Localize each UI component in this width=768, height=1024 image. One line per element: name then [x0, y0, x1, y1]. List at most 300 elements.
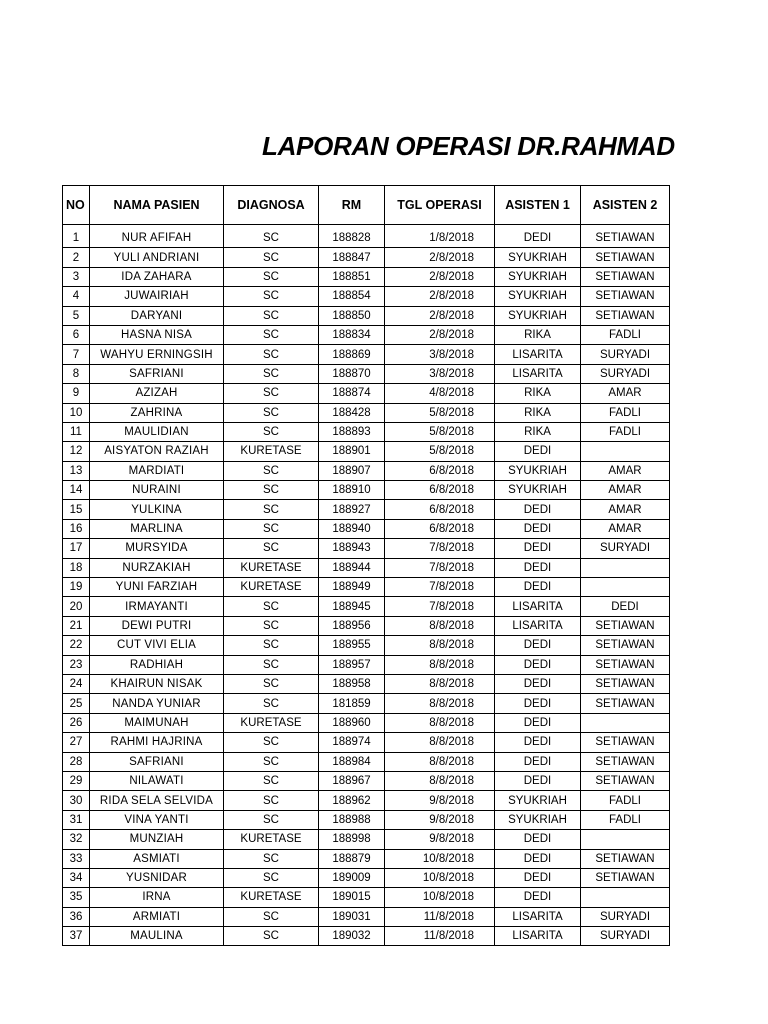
diagnosis: SC — [224, 364, 319, 383]
assistant-1: RIKA — [495, 422, 581, 441]
patient-name: NILAWATI — [90, 771, 224, 790]
medical-record-number: 188869 — [319, 345, 385, 364]
medical-record-number: 189031 — [319, 907, 385, 926]
assistant-1: DEDI — [495, 771, 581, 790]
assistant-2 — [581, 713, 670, 732]
diagnosis: SC — [224, 733, 319, 752]
assistant-2: SURYADI — [581, 927, 670, 946]
patient-name: SAFRIANI — [90, 752, 224, 771]
operation-date: 2/8/2018 — [385, 306, 495, 325]
row-no: 22 — [63, 636, 90, 655]
operation-date: 8/8/2018 — [385, 733, 495, 752]
operation-date: 11/8/2018 — [385, 907, 495, 926]
row-no: 32 — [63, 830, 90, 849]
diagnosis: SC — [224, 849, 319, 868]
table-row — [63, 325, 670, 344]
assistant-1: DEDI — [495, 752, 581, 771]
operation-date: 2/8/2018 — [385, 287, 495, 306]
table-row — [63, 403, 670, 422]
patient-name: RADHIAH — [90, 655, 224, 674]
assistant-2: FADLI — [581, 325, 670, 344]
operation-date: 10/8/2018 — [385, 849, 495, 868]
assistant-1: DEDI — [495, 830, 581, 849]
medical-record-number: 188847 — [319, 248, 385, 267]
diagnosis: SC — [224, 267, 319, 286]
diagnosis: SC — [224, 694, 319, 713]
patient-name: NANDA YUNIAR — [90, 694, 224, 713]
row-no: 17 — [63, 539, 90, 558]
operation-date: 8/8/2018 — [385, 752, 495, 771]
assistant-1: DEDI — [495, 558, 581, 577]
assistant-2: SETIAWAN — [581, 306, 670, 325]
medical-record-number: 188901 — [319, 442, 385, 461]
assistant-2: AMAR — [581, 481, 670, 500]
patient-name: MURSYIDA — [90, 539, 224, 558]
table-row — [63, 849, 670, 868]
table-row — [63, 442, 670, 461]
table-row — [63, 306, 670, 325]
row-no: 19 — [63, 578, 90, 597]
row-no: 3 — [63, 267, 90, 286]
assistant-2: AMAR — [581, 384, 670, 403]
diagnosis: SC — [224, 306, 319, 325]
table-row — [63, 616, 670, 635]
operation-date: 5/8/2018 — [385, 403, 495, 422]
row-no: 15 — [63, 500, 90, 519]
patient-name: RIDA SELA SELVIDA — [90, 791, 224, 810]
column-header-asisten-1: ASISTEN 1 — [495, 186, 581, 225]
assistant-2: SETIAWAN — [581, 655, 670, 674]
assistant-2: FADLI — [581, 810, 670, 829]
operation-date: 8/8/2018 — [385, 636, 495, 655]
operation-date: 8/8/2018 — [385, 674, 495, 693]
patient-name: CUT VIVI ELIA — [90, 636, 224, 655]
column-header-nama-pasien: NAMA PASIEN — [90, 186, 224, 225]
diagnosis: SC — [224, 422, 319, 441]
diagnosis: SC — [224, 810, 319, 829]
column-header-rm: RM — [319, 186, 385, 225]
assistant-2: FADLI — [581, 403, 670, 422]
row-no: 4 — [63, 287, 90, 306]
assistant-1: LISARITA — [495, 927, 581, 946]
table-row — [63, 733, 670, 752]
operation-date: 6/8/2018 — [385, 519, 495, 538]
patient-name: YUSNIDAR — [90, 868, 224, 887]
patient-name: MARDIATI — [90, 461, 224, 480]
row-no: 11 — [63, 422, 90, 441]
table-row — [63, 713, 670, 732]
operation-date: 3/8/2018 — [385, 364, 495, 383]
table-row — [63, 461, 670, 480]
row-no: 27 — [63, 733, 90, 752]
table-row — [63, 752, 670, 771]
assistant-2: FADLI — [581, 422, 670, 441]
operation-date: 8/8/2018 — [385, 616, 495, 635]
table-row — [63, 422, 670, 441]
assistant-2: SURYADI — [581, 907, 670, 926]
assistant-1: DEDI — [495, 713, 581, 732]
assistant-1: DEDI — [495, 733, 581, 752]
assistant-1: LISARITA — [495, 364, 581, 383]
row-no: 13 — [63, 461, 90, 480]
row-no: 29 — [63, 771, 90, 790]
table-row — [63, 384, 670, 403]
assistant-1: LISARITA — [495, 345, 581, 364]
patient-name: DEWI PUTRI — [90, 616, 224, 635]
row-no: 7 — [63, 345, 90, 364]
assistant-1: LISARITA — [495, 597, 581, 616]
assistant-1: DEDI — [495, 539, 581, 558]
diagnosis: SC — [224, 771, 319, 790]
operation-date: 11/8/2018 — [385, 927, 495, 946]
patient-name: WAHYU ERNINGSIH — [90, 345, 224, 364]
medical-record-number: 188428 — [319, 403, 385, 422]
assistant-2: SETIAWAN — [581, 849, 670, 868]
assistant-1: SYUKRIAH — [495, 267, 581, 286]
operation-date: 9/8/2018 — [385, 791, 495, 810]
medical-record-number: 188958 — [319, 674, 385, 693]
row-no: 6 — [63, 325, 90, 344]
patient-name: AZIZAH — [90, 384, 224, 403]
medical-record-number: 188974 — [319, 733, 385, 752]
row-no: 21 — [63, 616, 90, 635]
assistant-2: FADLI — [581, 791, 670, 810]
assistant-2: SETIAWAN — [581, 752, 670, 771]
diagnosis: SC — [224, 927, 319, 946]
patient-name: MAULINA — [90, 927, 224, 946]
diagnosis: KURETASE — [224, 830, 319, 849]
diagnosis: SC — [224, 384, 319, 403]
assistant-1: DEDI — [495, 868, 581, 887]
table-row — [63, 597, 670, 616]
medical-record-number: 188984 — [319, 752, 385, 771]
row-no: 10 — [63, 403, 90, 422]
assistant-1: DEDI — [495, 655, 581, 674]
operation-date: 7/8/2018 — [385, 558, 495, 577]
operation-date: 2/8/2018 — [385, 267, 495, 286]
diagnosis: SC — [224, 636, 319, 655]
medical-record-number: 188874 — [319, 384, 385, 403]
assistant-2: SETIAWAN — [581, 287, 670, 306]
patient-name: ARMIATI — [90, 907, 224, 926]
diagnosis: KURETASE — [224, 558, 319, 577]
patient-name: ZAHRINA — [90, 403, 224, 422]
medical-record-number: 188940 — [319, 519, 385, 538]
medical-record-number: 188998 — [319, 830, 385, 849]
diagnosis: SC — [224, 674, 319, 693]
assistant-2: SETIAWAN — [581, 674, 670, 693]
operation-date: 9/8/2018 — [385, 810, 495, 829]
patient-name: YULI ANDRIANI — [90, 248, 224, 267]
patient-name: VINA YANTI — [90, 810, 224, 829]
operation-date: 2/8/2018 — [385, 248, 495, 267]
assistant-1: RIKA — [495, 325, 581, 344]
row-no: 12 — [63, 442, 90, 461]
patient-name: NURAINI — [90, 481, 224, 500]
table-row — [63, 771, 670, 790]
table-row — [63, 578, 670, 597]
medical-record-number: 188967 — [319, 771, 385, 790]
medical-record-number: 188851 — [319, 267, 385, 286]
table-row — [63, 558, 670, 577]
medical-record-number: 188910 — [319, 481, 385, 500]
assistant-1: LISARITA — [495, 907, 581, 926]
assistant-1: DEDI — [495, 674, 581, 693]
table-row — [63, 907, 670, 926]
assistant-1: DEDI — [495, 578, 581, 597]
diagnosis: SC — [224, 616, 319, 635]
assistant-1: RIKA — [495, 384, 581, 403]
row-no: 30 — [63, 791, 90, 810]
medical-record-number: 181859 — [319, 694, 385, 713]
operation-date: 3/8/2018 — [385, 345, 495, 364]
table-row — [63, 345, 670, 364]
table-row — [63, 500, 670, 519]
diagnosis: SC — [224, 461, 319, 480]
row-no: 37 — [63, 927, 90, 946]
table-row — [63, 519, 670, 538]
assistant-2: SURYADI — [581, 345, 670, 364]
patient-name: NURZAKIAH — [90, 558, 224, 577]
patient-name: IRMAYANTI — [90, 597, 224, 616]
diagnosis: SC — [224, 248, 319, 267]
diagnosis: SC — [224, 345, 319, 364]
table-row — [63, 868, 670, 887]
medical-record-number: 188828 — [319, 229, 385, 248]
diagnosis: KURETASE — [224, 442, 319, 461]
column-header-tgl-operasi: TGL OPERASI — [385, 186, 495, 225]
row-no: 9 — [63, 384, 90, 403]
medical-record-number: 188960 — [319, 713, 385, 732]
assistant-1: SYUKRIAH — [495, 287, 581, 306]
assistant-1: DEDI — [495, 442, 581, 461]
operation-date: 5/8/2018 — [385, 442, 495, 461]
medical-record-number: 188944 — [319, 558, 385, 577]
row-no: 36 — [63, 907, 90, 926]
diagnosis: SC — [224, 655, 319, 674]
operation-date: 6/8/2018 — [385, 500, 495, 519]
table-row — [63, 636, 670, 655]
diagnosis: KURETASE — [224, 888, 319, 907]
table-row — [63, 539, 670, 558]
assistant-1: RIKA — [495, 403, 581, 422]
diagnosis: SC — [224, 519, 319, 538]
medical-record-number: 188850 — [319, 306, 385, 325]
diagnosis: KURETASE — [224, 578, 319, 597]
operation-date: 7/8/2018 — [385, 539, 495, 558]
patient-name: HASNA NISA — [90, 325, 224, 344]
assistant-1: SYUKRIAH — [495, 791, 581, 810]
table-row — [63, 248, 670, 267]
operation-date: 8/8/2018 — [385, 694, 495, 713]
assistant-1: DEDI — [495, 500, 581, 519]
row-no: 1 — [63, 229, 90, 248]
row-no: 31 — [63, 810, 90, 829]
assistant-2 — [581, 558, 670, 577]
row-no: 24 — [63, 674, 90, 693]
patient-name: IDA ZAHARA — [90, 267, 224, 286]
assistant-1: DEDI — [495, 636, 581, 655]
page-title: LAPORAN OPERASI DR.RAHMAD — [262, 131, 675, 161]
operation-date: 6/8/2018 — [385, 461, 495, 480]
operation-date: 10/8/2018 — [385, 868, 495, 887]
assistant-2: SETIAWAN — [581, 868, 670, 887]
assistant-2: DEDI — [581, 597, 670, 616]
assistant-2: SETIAWAN — [581, 267, 670, 286]
table-row — [63, 791, 670, 810]
operation-date: 8/8/2018 — [385, 655, 495, 674]
row-no: 25 — [63, 694, 90, 713]
diagnosis: KURETASE — [224, 713, 319, 732]
assistant-2 — [581, 888, 670, 907]
medical-record-number: 188927 — [319, 500, 385, 519]
row-no: 18 — [63, 558, 90, 577]
medical-record-number: 188879 — [319, 849, 385, 868]
patient-name: ASMIATI — [90, 849, 224, 868]
assistant-2: SURYADI — [581, 539, 670, 558]
medical-record-number: 188907 — [319, 461, 385, 480]
assistant-2: SETIAWAN — [581, 771, 670, 790]
assistant-2 — [581, 578, 670, 597]
diagnosis: SC — [224, 229, 319, 248]
assistant-1: DEDI — [495, 519, 581, 538]
assistant-1: SYUKRIAH — [495, 810, 581, 829]
assistant-1: DEDI — [495, 694, 581, 713]
assistant-1: DEDI — [495, 229, 581, 248]
diagnosis: SC — [224, 597, 319, 616]
table-row — [63, 229, 670, 248]
row-no: 33 — [63, 849, 90, 868]
medical-record-number: 188943 — [319, 539, 385, 558]
diagnosis: SC — [224, 287, 319, 306]
assistant-1: SYUKRIAH — [495, 306, 581, 325]
assistant-2: SETIAWAN — [581, 248, 670, 267]
row-no: 16 — [63, 519, 90, 538]
assistant-2: SETIAWAN — [581, 636, 670, 655]
medical-record-number: 188949 — [319, 578, 385, 597]
table-row — [63, 674, 670, 693]
operation-date: 9/8/2018 — [385, 830, 495, 849]
row-no: 14 — [63, 481, 90, 500]
operation-date: 7/8/2018 — [385, 578, 495, 597]
diagnosis: SC — [224, 868, 319, 887]
diagnosis: SC — [224, 791, 319, 810]
row-no: 35 — [63, 888, 90, 907]
diagnosis: SC — [224, 752, 319, 771]
assistant-2: SETIAWAN — [581, 229, 670, 248]
patient-name: IRNA — [90, 888, 224, 907]
assistant-2: SETIAWAN — [581, 694, 670, 713]
assistant-1: DEDI — [495, 849, 581, 868]
table-row — [63, 694, 670, 713]
patient-name: KHAIRUN NISAK — [90, 674, 224, 693]
table-row — [63, 810, 670, 829]
assistant-2: AMAR — [581, 500, 670, 519]
patient-name: YULKINA — [90, 500, 224, 519]
medical-record-number: 189032 — [319, 927, 385, 946]
medical-record-number: 189009 — [319, 868, 385, 887]
patient-name: MUNZIAH — [90, 830, 224, 849]
table-row — [63, 927, 670, 946]
medical-record-number: 188988 — [319, 810, 385, 829]
table-header-row — [63, 186, 670, 225]
medical-record-number: 189015 — [319, 888, 385, 907]
medical-record-number: 188957 — [319, 655, 385, 674]
operation-date: 5/8/2018 — [385, 422, 495, 441]
row-no: 26 — [63, 713, 90, 732]
assistant-2: SETIAWAN — [581, 733, 670, 752]
patient-name: MAULIDIAN — [90, 422, 224, 441]
medical-record-number: 188945 — [319, 597, 385, 616]
row-no: 23 — [63, 655, 90, 674]
column-header-asisten-2: ASISTEN 2 — [581, 186, 670, 225]
table-row — [63, 655, 670, 674]
patient-name: DARYANI — [90, 306, 224, 325]
assistant-1: SYUKRIAH — [495, 248, 581, 267]
operation-date: 6/8/2018 — [385, 481, 495, 500]
assistant-1: SYUKRIAH — [495, 481, 581, 500]
operation-date: 1/8/2018 — [385, 229, 495, 248]
medical-record-number: 188962 — [319, 791, 385, 810]
row-no: 2 — [63, 248, 90, 267]
operation-date: 2/8/2018 — [385, 325, 495, 344]
assistant-2 — [581, 830, 670, 849]
medical-record-number: 188834 — [319, 325, 385, 344]
table-row — [63, 830, 670, 849]
column-header-diagnosa: DIAGNOSA — [224, 186, 319, 225]
patient-name: RAHMI HAJRINA — [90, 733, 224, 752]
patient-name: SAFRIANI — [90, 364, 224, 383]
operation-report-table — [62, 185, 670, 946]
table-row — [63, 888, 670, 907]
assistant-1: DEDI — [495, 888, 581, 907]
diagnosis: SC — [224, 907, 319, 926]
assistant-1: SYUKRIAH — [495, 461, 581, 480]
medical-record-number: 188893 — [319, 422, 385, 441]
row-no: 5 — [63, 306, 90, 325]
assistant-2 — [581, 442, 670, 461]
row-no: 28 — [63, 752, 90, 771]
assistant-2: SETIAWAN — [581, 616, 670, 635]
patient-name: YUNI FARZIAH — [90, 578, 224, 597]
assistant-2: SURYADI — [581, 364, 670, 383]
assistant-2: AMAR — [581, 461, 670, 480]
patient-name: AISYATON RAZIAH — [90, 442, 224, 461]
medical-record-number: 188955 — [319, 636, 385, 655]
operation-date: 10/8/2018 — [385, 888, 495, 907]
diagnosis: SC — [224, 325, 319, 344]
medical-record-number: 188854 — [319, 287, 385, 306]
column-header-no: NO — [63, 186, 90, 225]
patient-name: JUWAIRIAH — [90, 287, 224, 306]
operation-date: 7/8/2018 — [385, 597, 495, 616]
table-row — [63, 481, 670, 500]
patient-name: NUR AFIFAH — [90, 229, 224, 248]
assistant-2: AMAR — [581, 519, 670, 538]
row-no: 34 — [63, 868, 90, 887]
table-row — [63, 287, 670, 306]
diagnosis: SC — [224, 500, 319, 519]
diagnosis: SC — [224, 481, 319, 500]
medical-record-number: 188870 — [319, 364, 385, 383]
operation-date: 4/8/2018 — [385, 384, 495, 403]
patient-name: MARLINA — [90, 519, 224, 538]
table-row — [63, 267, 670, 286]
operation-date: 8/8/2018 — [385, 713, 495, 732]
assistant-1: LISARITA — [495, 616, 581, 635]
medical-record-number: 188956 — [319, 616, 385, 635]
table-row — [63, 364, 670, 383]
